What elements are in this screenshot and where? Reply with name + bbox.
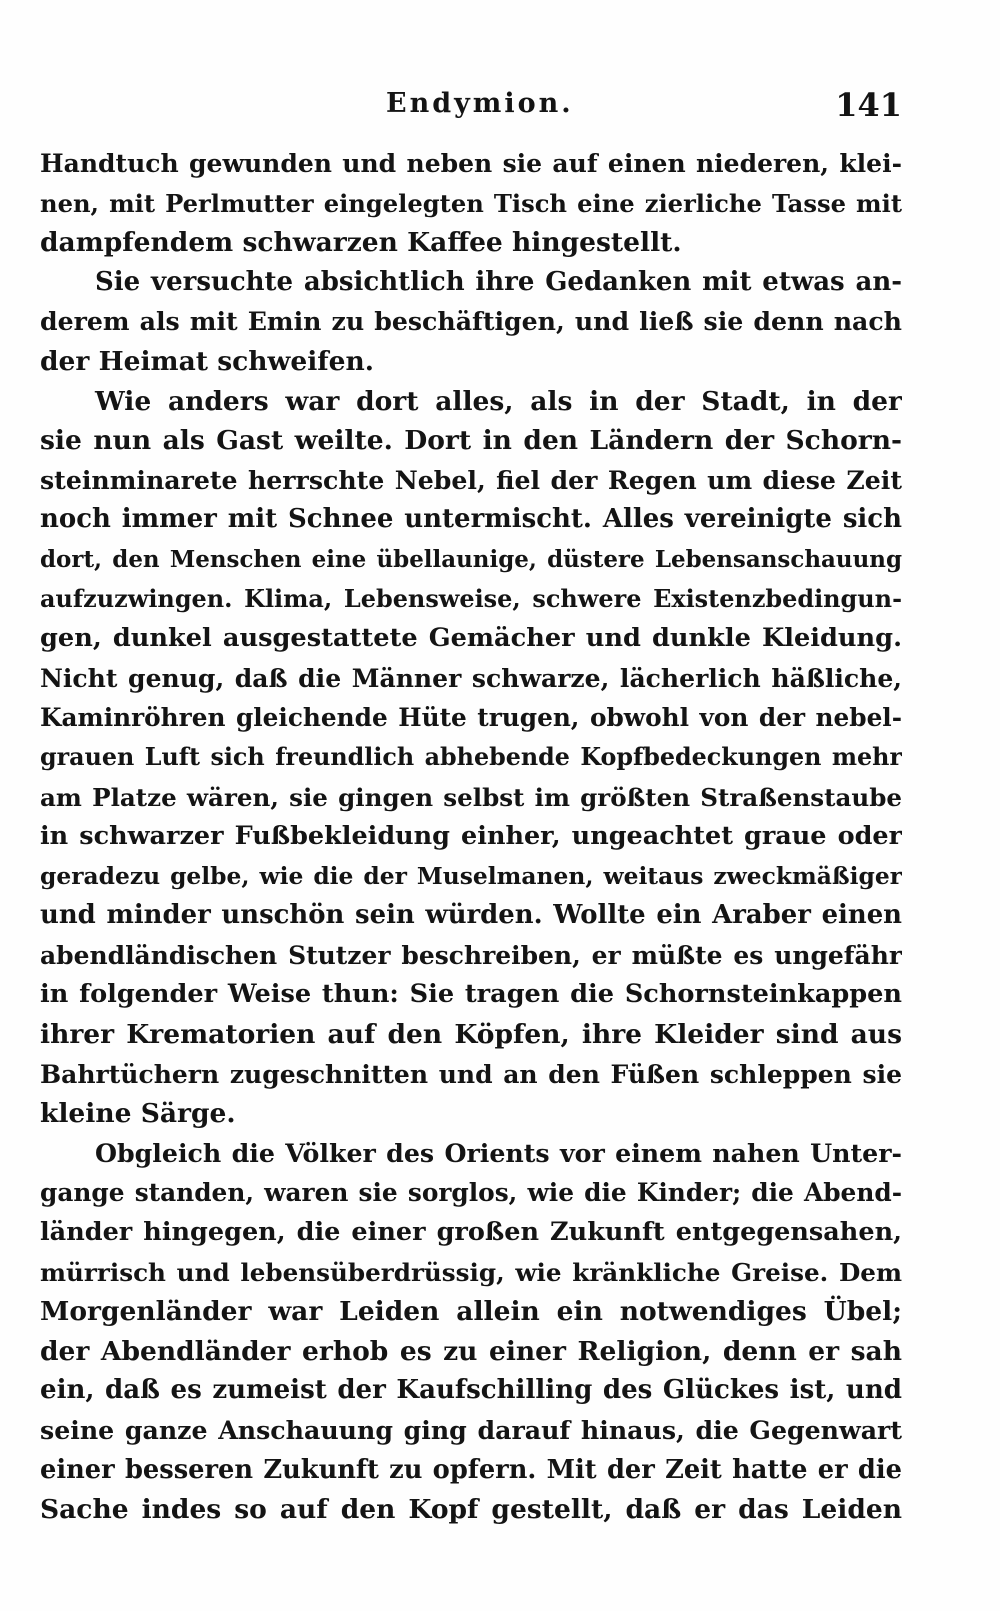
- text-line: ein, daß es zumeist der Kaufschilling des Glückes ist, und: [40, 1375, 902, 1406]
- text-line: dort, den Menschen eine übellaunige, düstere Lebensanschauung: [40, 545, 902, 573]
- text-line: noch immer mit Schnee untermischt. Alles vereinigte sich: [40, 504, 902, 535]
- text-line: gange standen, waren sie sorglos, wie die Kinder; die Abend-: [40, 1178, 902, 1208]
- text-line: Morgenländer war Leiden allein ein notwendiges Übel;: [40, 1296, 902, 1328]
- text-line: Kaminröhren gleichende Hüte trugen, obwohl von der nebel-: [40, 703, 902, 733]
- text-line: Handtuch gewunden und neben sie auf einen niederen, klei-: [40, 149, 902, 178]
- text-line: ihrer Krematorien auf den Köpfen, ihre Kleider sind aus: [40, 1019, 902, 1051]
- body-text: [40, 144, 902, 1530]
- running-title: Endymion.: [386, 88, 574, 119]
- text-line: aufzuzwingen. Klima, Lebensweise, schwere Existenzbedingun-: [40, 584, 902, 613]
- running-head: [40, 88, 902, 130]
- text-line: gen, dunkel ausgestattete Gemächer und dunkle Kleidung.: [40, 623, 902, 654]
- text-line: länder hingegen, die einer großen Zukunft entgegensahen,: [40, 1217, 902, 1248]
- text-line: der Abendländer erhob es zu einer Religion, denn er sah: [40, 1335, 902, 1367]
- text-line: Bahrtüchern zugeschnitten und an den Füßen schleppen sie: [40, 1058, 902, 1089]
- text-line: derem als mit Emin zu beschäftigen, und ließ sie denn nach: [40, 306, 902, 337]
- text-line: sie nun als Gast weilte. Dort in den Ländern der Schorn-: [40, 425, 902, 457]
- text-line: seine ganze Anschauung ging darauf hinaus, die Gegenwart: [40, 1415, 902, 1445]
- text-line: Wie anders war dort alles, als in der Stadt, in der: [95, 385, 902, 417]
- text-line: mürrisch und lebensüberdrüssig, wie kränkliche Greise. Dem: [40, 1257, 902, 1287]
- text-line: in folgender Weise thun: Sie tragen die Schornsteinkappen: [40, 979, 902, 1010]
- text-line: Sache indes so auf den Kopf gestellt, daß er das Leiden: [40, 1494, 902, 1526]
- text-line: geradezu gelbe, wie die der Muselmanen, weitaus zweckmäßiger: [40, 861, 902, 890]
- text-line: nen, mit Perlmutter eingelegten Tisch eine zierliche Tasse mit: [40, 188, 902, 218]
- text-line: einer besseren Zukunft zu opfern. Mit der Zeit hatte er die: [40, 1454, 902, 1485]
- text-line: der Heimat schweifen.: [40, 345, 375, 377]
- text-line: Obgleich die Völker des Orients vor einem nahen Unter-: [95, 1137, 902, 1168]
- text-line: in schwarzer Fußbekleidung einher, ungeachtet graue oder: [40, 821, 902, 852]
- text-line: Sie versuchte absichtlich ihre Gedanken mit etwas an-: [95, 266, 902, 297]
- text-line: am Platze wären, sie gingen selbst im größten Straßenstaube: [40, 782, 902, 812]
- text-line: abendländischen Stutzer beschreiben, er müßte es ungefähr: [40, 940, 902, 970]
- text-line: Nicht genug, daß die Männer schwarze, lächerlich häßliche,: [40, 662, 902, 693]
- page-number: 141: [835, 86, 902, 124]
- text-line: und minder unschön sein würden. Wollte ein Araber einen: [40, 900, 902, 931]
- text-line: steinminarete herrschte Nebel, fiel der Regen um diese Zeit: [40, 464, 902, 495]
- text-line: dampfendem schwarzen Kaffee hingestellt.: [40, 227, 682, 259]
- text-line: kleine Särge.: [40, 1098, 236, 1130]
- text-line: grauen Luft sich freundlich abhebende Kopfbedeckungen mehr: [40, 742, 902, 771]
